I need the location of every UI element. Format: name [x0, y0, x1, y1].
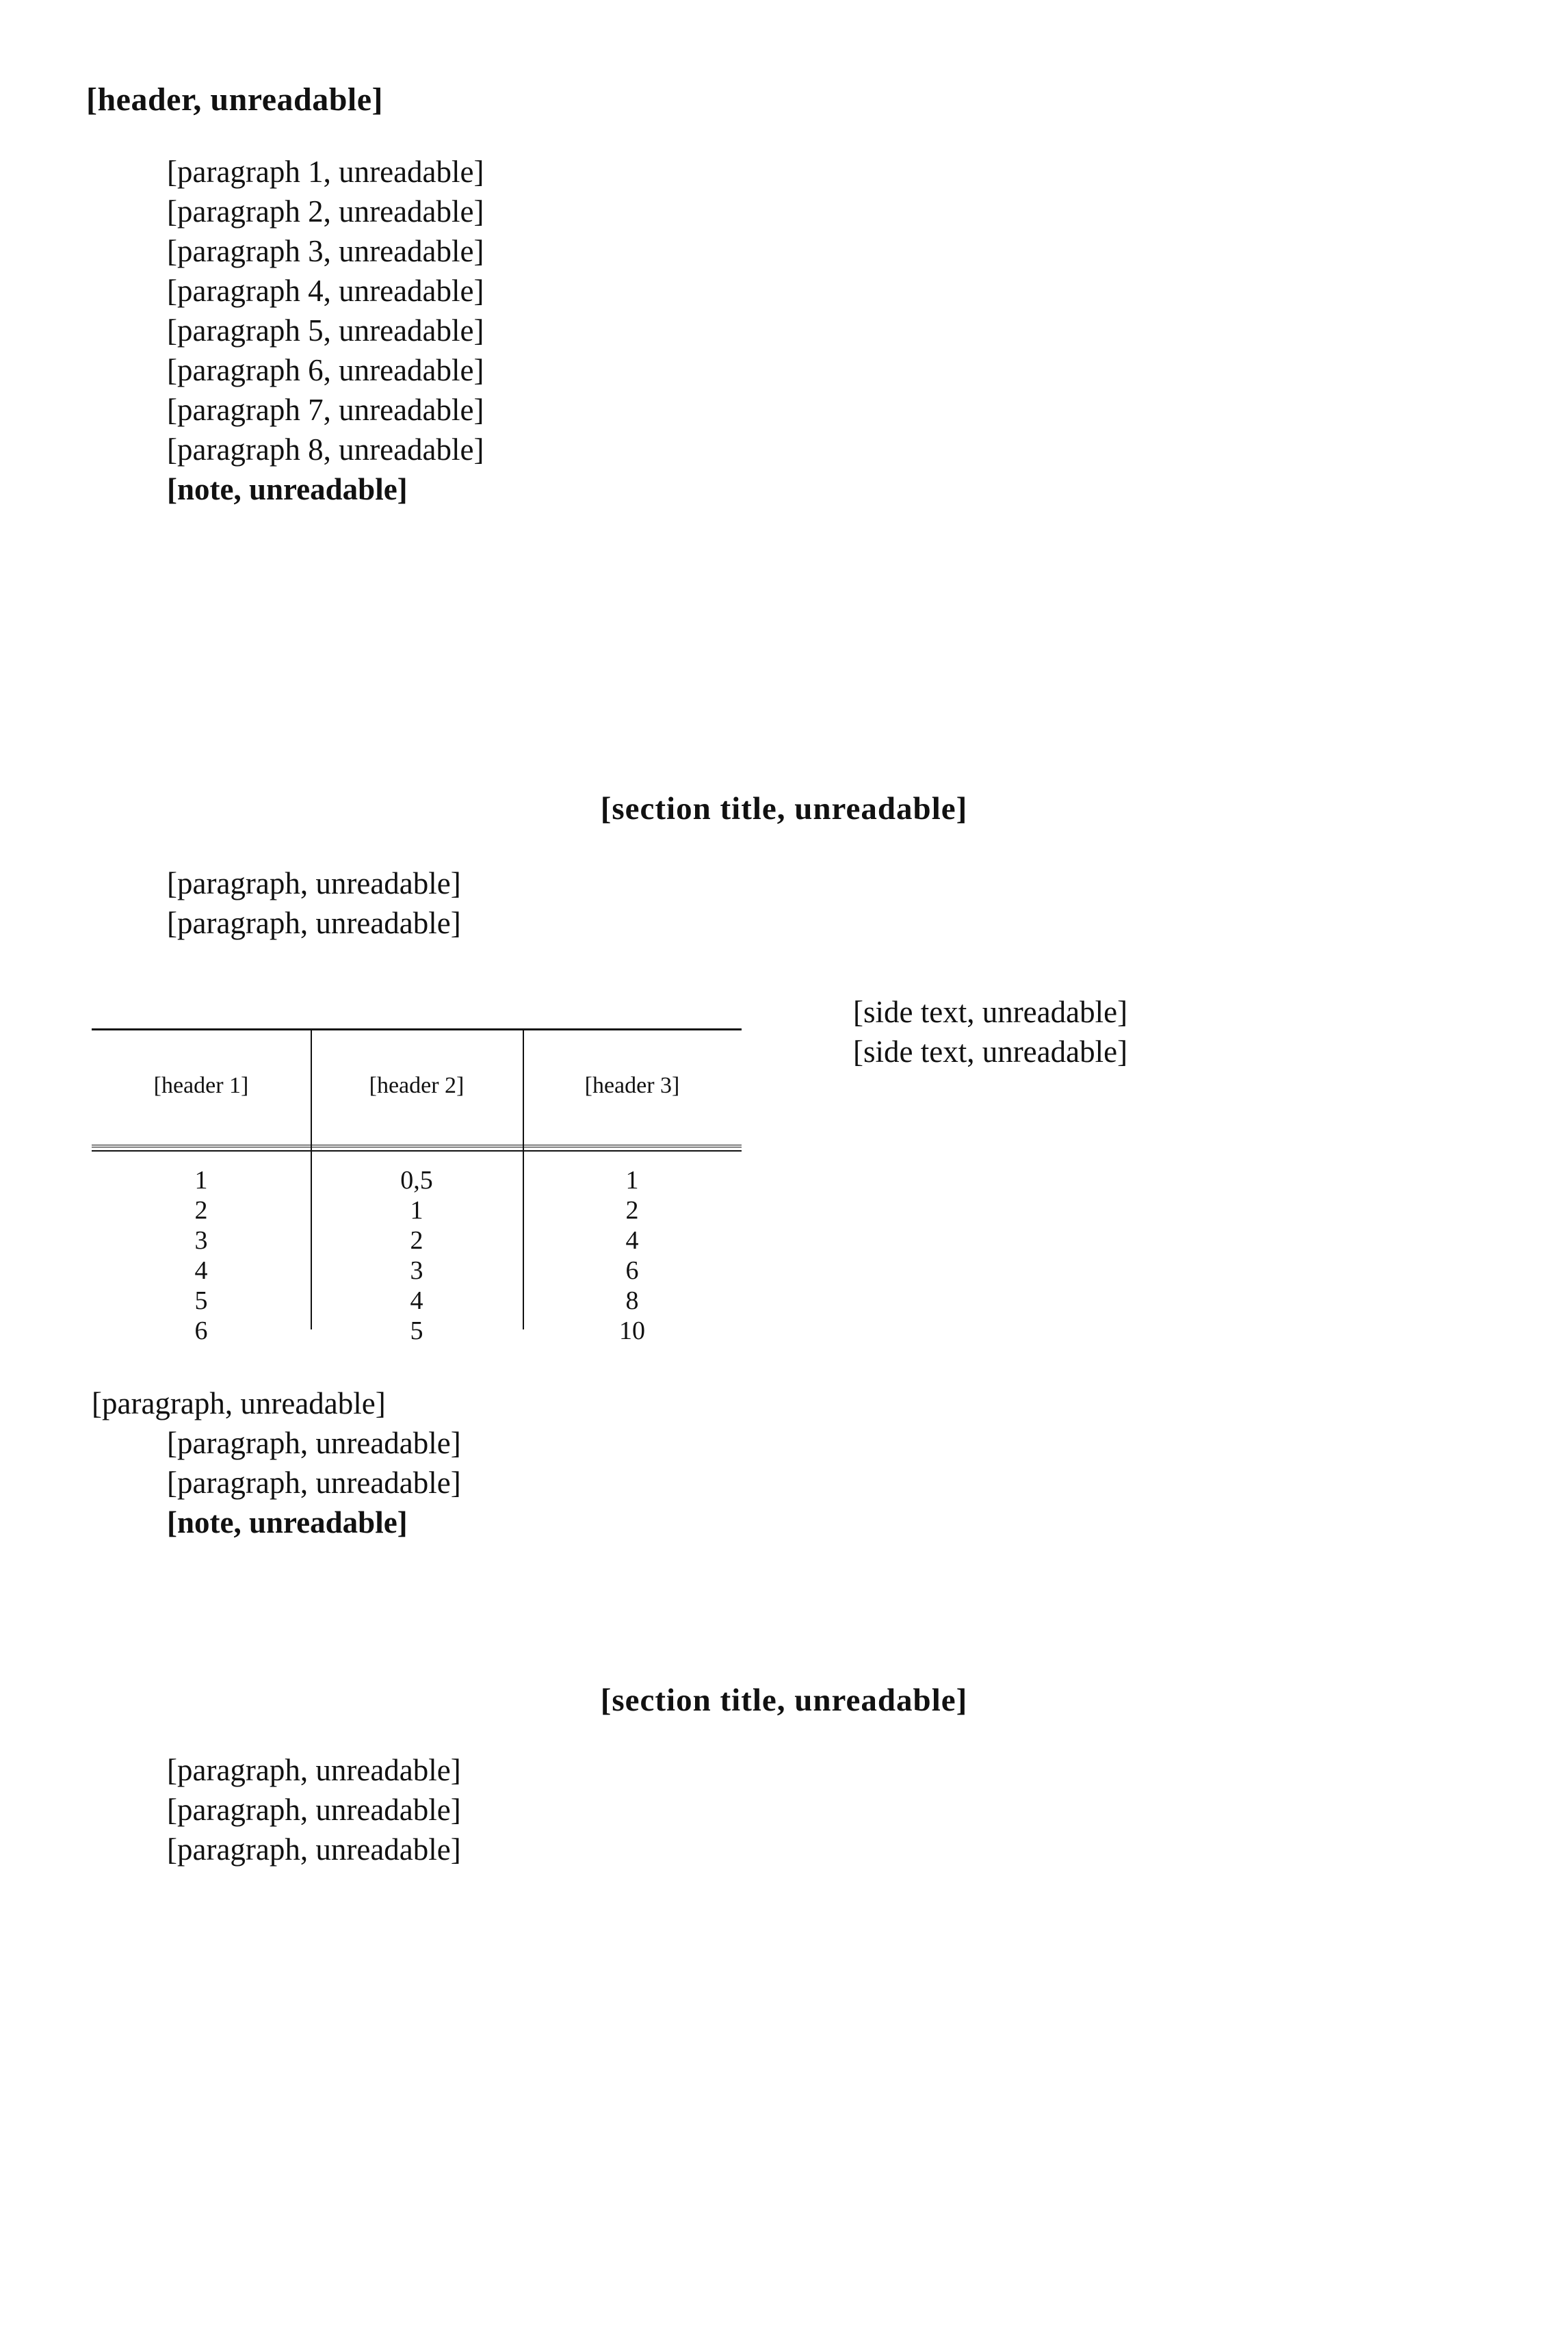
page-header: [header, unreadable] — [86, 81, 384, 118]
table-cell: 4 — [410, 1286, 423, 1315]
calibration-table — [92, 1028, 742, 1345]
paragraph-paper: [paragraph 8, unreadable] — [167, 432, 484, 467]
amendment-note: [note, unreadable] — [167, 1505, 408, 1540]
table-cell: 6 — [194, 1316, 208, 1345]
table-cell: 2 — [194, 1196, 208, 1225]
paragraph-ether: [paragraph 6, unreadable] — [167, 353, 484, 387]
table-cell: 3 — [410, 1256, 423, 1285]
table-cell: 5 — [194, 1286, 208, 1315]
table-cell: 4 — [194, 1256, 208, 1285]
paragraph-sodium-dtc: [paragraph 3, unreadable] — [167, 234, 484, 268]
table-header-solution-volume: [header 2] — [369, 1073, 465, 1098]
table-cell: 1 — [410, 1196, 423, 1225]
paragraph-potassium-chromate: [paragraph 5, unreadable] — [167, 313, 484, 348]
table-column-solution-volume — [311, 1165, 523, 1346]
paragraph-3-1: [paragraph, unreadable] — [167, 866, 461, 900]
paragraph-mix-measure: [paragraph, unreadable] — [92, 1386, 386, 1420]
table-cell: 2 — [625, 1196, 639, 1225]
table-cell: 1 — [194, 1166, 208, 1195]
table-cell: 0,5 — [400, 1166, 433, 1195]
table-side-text — [778, 992, 1484, 1071]
table-header-rule — [92, 1145, 742, 1152]
table-header-flask-number: [header 1] — [153, 1073, 249, 1098]
table-column-flask-number — [92, 1165, 311, 1346]
table-column-lead-concentration — [523, 1165, 742, 1346]
paragraph-3-1-table-ref: [paragraph, unreadable] — [167, 906, 461, 940]
section-4-block — [92, 1750, 1483, 1869]
paragraph-water: [paragraph 7, unreadable] — [167, 393, 484, 427]
section-3-continued — [92, 1384, 1483, 1542]
paragraph-lead-standard-a: [paragraph 1, unreadable] — [167, 155, 484, 189]
table-cell: 1 — [625, 1166, 639, 1195]
paragraph-build-graph: [paragraph, unreadable] — [167, 1426, 461, 1460]
table-cell: 3 — [194, 1226, 208, 1255]
paragraph-ashing: [paragraph, unreadable] — [167, 1793, 461, 1827]
paragraph-add-indicator: [side text, unreadable] — [853, 1035, 1128, 1069]
paragraph-indicator: [paragraph 4, unreadable] — [167, 274, 484, 308]
table-header-lead-concentration: [header 3] — [584, 1073, 680, 1098]
paragraph-ash-residue: [paragraph, unreadable] — [167, 1832, 461, 1867]
table-cell: 2 — [410, 1226, 423, 1255]
table-cell: 6 — [625, 1256, 639, 1285]
paragraph-lead-standard-b: [paragraph 2, unreadable] — [167, 194, 484, 229]
paragraph-4-1: [paragraph, unreadable] — [167, 1753, 461, 1787]
section-3-intro — [92, 863, 1483, 943]
section-3-title: [section title, unreadable] — [600, 791, 968, 827]
intro-block — [92, 152, 1483, 509]
paragraph-control-sample: [side text, unreadable] — [853, 995, 1128, 1029]
table-cell: 5 — [410, 1316, 423, 1345]
table-cell: 10 — [619, 1316, 645, 1345]
table-cell: 4 — [625, 1226, 639, 1255]
table-cell: 8 — [625, 1286, 639, 1315]
paragraph-graph-check: [paragraph, unreadable] — [167, 1466, 461, 1500]
amendment-note: [note, unreadable] — [167, 472, 408, 506]
section-4-title: [section title, unreadable] — [600, 1683, 968, 1718]
